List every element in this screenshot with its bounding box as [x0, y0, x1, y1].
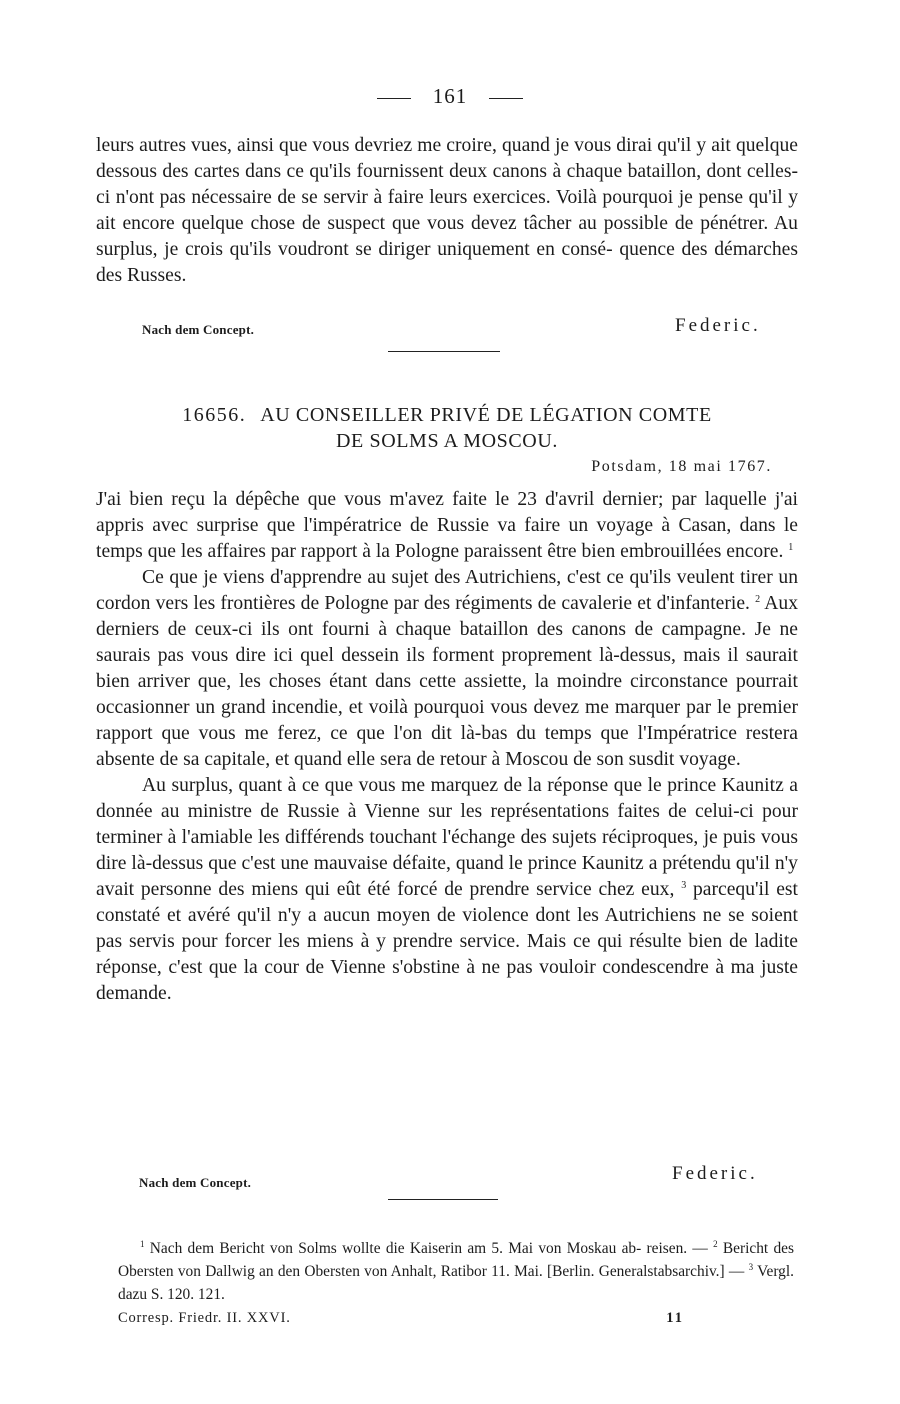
letter2-paragraph-2 — [96, 565, 798, 773]
paragraph3-line: de violence dont les Autrichiens ne se soient pas servis pour forcer les — [96, 905, 799, 952]
letter-number: 16656. — [182, 404, 247, 426]
letter2-title-line1: AU CONSEILLER PRIVÉ DE LÉGATION COMTE — [260, 404, 712, 426]
letter1-text — [96, 133, 798, 289]
running-head — [0, 84, 900, 109]
paragraph3-line: chez eux, — [598, 879, 675, 900]
paragraph2-line: Ce que je viens d'apprendre au sujet des Autrichiens, c'est ce — [142, 567, 624, 588]
footnote-2-text: Bericht des Obersten von Dallwig an den Obersten von Anhalt, Ratibor — [118, 1240, 794, 1280]
letter1-line: leurs autres vues, ainsi que vous devriez me croire, quand je vous dirai — [96, 135, 653, 156]
paragraph2-line: circonstance pourrait occasionner un grand incendie, et voilà pourquoi — [96, 671, 798, 718]
footnote-2-cont: 11. Mai. [Berlin. Generalstabsarchiv.] — — [491, 1263, 745, 1280]
head-dash-right — [489, 98, 523, 99]
footnote-3-mark: 3 — [748, 1262, 754, 1272]
letter2-heading-line1 — [96, 402, 798, 428]
letter1-line: servir à faire leurs exercices. Voilà pourquoi je pense qu'il y ait encore — [96, 187, 798, 234]
paragraph3-line: touchant l'échange des sujets réciproques, je puis vous dire là-dessus — [96, 827, 798, 874]
paragraph2-line: ce que l'on dit là-bas du temps que l'Impératrice restera absente de — [96, 723, 798, 770]
paragraph3-line: Au surplus, quant à ce que vous me marquez de la réponse que — [142, 775, 643, 796]
letter1-line: quence des démarches des Russes. — [96, 239, 798, 286]
letter2-signature: Federic. — [672, 1163, 758, 1184]
signature-line — [118, 1310, 684, 1327]
sheet-signature: 11 — [666, 1310, 684, 1326]
letter1-paragraph — [96, 133, 798, 289]
page-number: 161 — [432, 84, 468, 108]
footnote-divider — [388, 1199, 498, 1200]
paragraph3-line: c'est que la cour de Vienne s'obstine à ne pas vouloir condescendre à — [168, 957, 725, 978]
letter1-source-note: Nach dem Concept. — [142, 322, 255, 337]
letter2-text — [96, 487, 798, 1007]
section-divider — [388, 351, 500, 352]
paragraph2-line: saurait bien arriver que, les choses étant dans cette assiette, la moindre — [96, 645, 798, 692]
paragraph2-line: qu'ils veulent tirer un cordon vers les frontières de Pologne par des — [96, 567, 798, 614]
paragraph2-line: vous dire ici quel dessein ils forment proprement là-dessus, mais il — [191, 645, 739, 666]
letter2-paragraph-1 — [96, 487, 798, 565]
footnote-ref-2: 2 — [755, 594, 761, 605]
footnote-1-cont: reisen. — — [646, 1240, 708, 1257]
footnotes — [118, 1237, 794, 1306]
paragraph2-line: vous devez me marquer par le premier rapport que vous me ferez, — [96, 697, 798, 744]
letter2-paragraph-3 — [96, 773, 798, 1007]
paragraph3-line: que c'est une mauvaise défaite, quand le prince Kaunitz a prétendu — [208, 853, 731, 874]
paragraph1-line: à la Pologne paraissent être bien embrouillées encore. — [362, 541, 784, 562]
footnote-1-mark: 1 — [140, 1239, 145, 1249]
letter1-line: Au surplus, je crois qu'ils voudront se diriger uniquement en consé- — [96, 213, 798, 260]
paragraph2-line: voyage. — [679, 749, 741, 770]
paragraph2-line: Aux derniers de ceux-ci ils ont — [96, 593, 798, 640]
volume-reference: Corresp. Friedr. II. XXVI. — [118, 1310, 291, 1326]
footnote-block — [118, 1237, 794, 1306]
paragraph3-line: représentations faites de celui-ci pour terminer à l'amiable les différends — [96, 801, 798, 848]
paragraph2-line: régiments de cavalerie et d'infanterie. — [455, 593, 750, 614]
head-dash-left — [377, 98, 411, 99]
dateline: Potsdam, 18 mai 1767. — [591, 458, 772, 475]
paragraph3-line: miens à y prendre service. Mais ce qui résulte bien de ladite réponse, — [96, 931, 798, 978]
letter1-line: canons à chaque bataillon, dont celles-ci n'ont pas nécessaire de se — [96, 161, 798, 208]
paragraph1-line: va faire un voyage à Casan, dans le temps que les affaires par rapport — [96, 515, 798, 562]
footnote-3-text: Vergl. dazu S. 120. 121. — [118, 1263, 794, 1303]
letter1-line: quelque chose de suspect que vous devez tâcher au possible de pénétrer. — [181, 213, 769, 234]
letter2-heading — [96, 402, 798, 454]
letter2-source-note: Nach dem Concept. — [139, 1175, 252, 1190]
letter2-title-line2: DE SOLMS A MOSCOU. — [336, 430, 558, 452]
letter1-signature: Federic. — [675, 315, 761, 336]
paragraph3-line: le prince Kaunitz a donnée au ministre de Russie à Vienne sur les — [96, 775, 798, 822]
paragraph1-line: dernier; par laquelle j'ai appris avec surprise que l'impératrice de Russie — [96, 489, 798, 536]
footnote-ref-3: 3 — [681, 880, 687, 891]
footnote-ref-1: 1 — [788, 542, 794, 553]
paragraph2-line: fourni à chaque bataillon des canons de campagne. Je ne saurais pas — [96, 619, 799, 666]
letter1-line: qu'il y ait quelque dessous des cartes dans ce qu'ils fournissent deux — [96, 135, 798, 182]
paragraph3-line: qu'il n'y avait personne des miens qui eût été forcé de prendre service — [96, 853, 798, 900]
paragraph3-line: parcequ'il est constaté et avéré qu'il n'y a aucun moyen — [96, 879, 798, 926]
paragraph2-line: sa capitale, et quand elle sera de retour à Moscou de son susdit — [183, 749, 675, 770]
footnote-1-text: Nach dem Bericht von Solms wollte die Kaiserin am 5. Mai von Moskau ab- — [149, 1240, 642, 1257]
paragraph1-line: J'ai bien reçu la dépêche que vous m'avez faite le 23 d'avril — [96, 489, 595, 510]
footnote-2-mark: 2 — [713, 1239, 718, 1249]
paragraph3-line: ma juste demande. — [96, 957, 799, 1004]
